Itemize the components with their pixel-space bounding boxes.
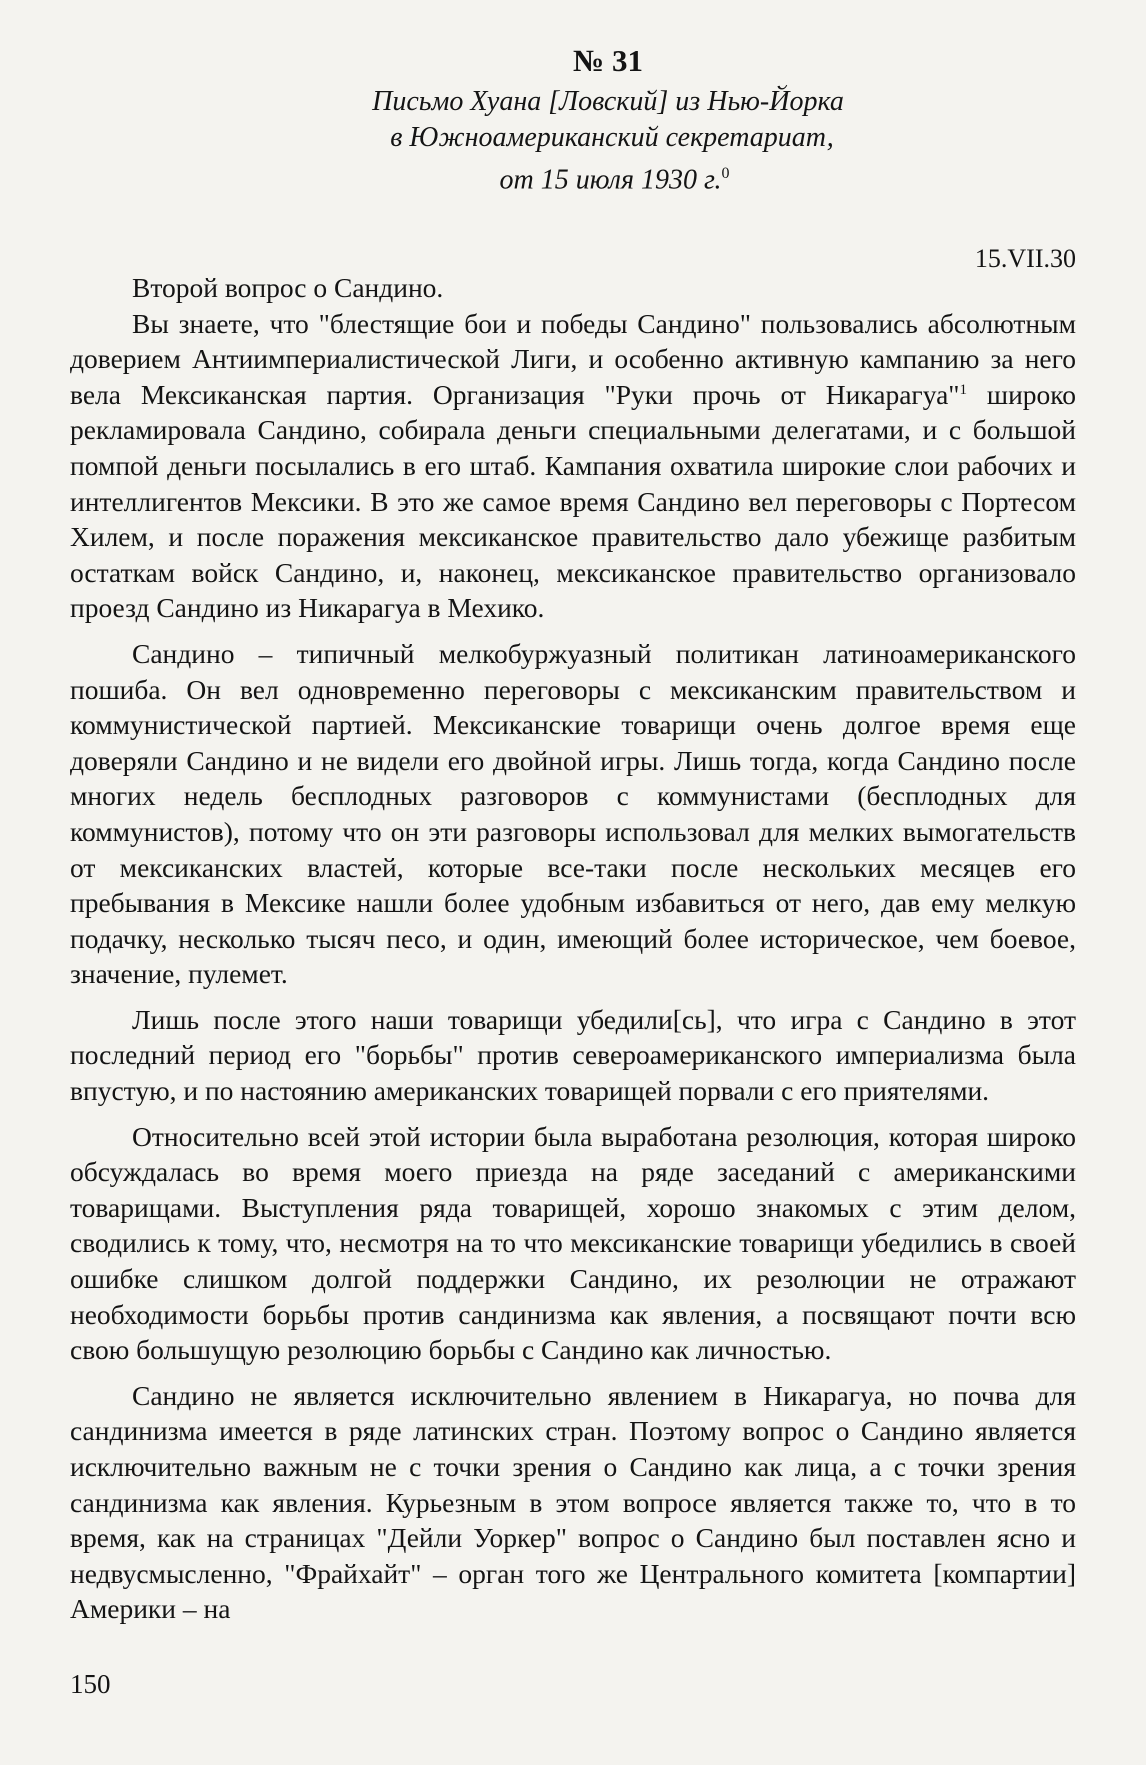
page-number: 150: [70, 1669, 111, 1699]
document-number: № 31: [573, 43, 643, 78]
document-date-heading: от 15 июля 1930 г.: [499, 164, 722, 196]
paragraph-2-part-b: широко рекламировала Сандино, собирала деньги специальными делегатами, и с большой помпой деньги посылались в его штаб. Кампания охватила широкие слои рабочих и интеллигентов Мексики. В это же самое время Сандино вел переговоры с Портесом Хилем, и после поражения мексиканское правительство дало убежище разбитым остаткам войск Сандино, и, наконец, мексиканское правительство организовало проезд Сандино из Никарагуа в Мехико.: [70, 378, 1076, 624]
paragraph-5: Относительно всей этой истории была выработана резолюция, которая широко обсуждалась во время моего приезда на ряде заседаний с американскими товарищами. Выступления ряда товарищей, хорошо знакомых с этим делом, сводились к тому, что, несмотря на то что мексиканские товарищи убедились в своей ошибке слишком долгой поддержки Сандино, их резолюции не отражают необходимости борьбы против сандинизма как явления, а посвящают почти всю свою большущую резолюцию борьбы с Сандино как личностью.: [70, 1120, 1076, 1366]
paragraph-4: Лишь после этого наши товарищи убедили[сь], что игра с Сандино в этот последний период его "борьбы" против североамериканского империализма была впустую, и по настоянию американских товарищей порвали с его приятелями.: [70, 1003, 1076, 1107]
footnote-marker-1: 1: [959, 381, 968, 398]
paragraph-2-part-a: Вы знаете, что "блестящие бои и победы Сандино" пользовались абсолютным доверием Антиимпериалистической Лиги, и особенно активную кампанию за него вела Мексиканская партия. Организация "Руки прочь от Никарагуа": [70, 307, 1076, 410]
letter-date: 15.VII.30: [974, 244, 1076, 273]
title-footnote-marker: 0: [721, 165, 730, 182]
document-title-line-3: [83, 156, 1146, 198]
paragraph-1: Второй вопрос о Сандино.: [132, 272, 444, 303]
document-title-line-1: Письмо Хуана [Ловский] из Нью-Йорка: [372, 86, 844, 117]
paragraph-2: [70, 306, 1076, 626]
paragraph-6: Сандино не является исключительно явлением в Никарагуа, но почва для сандинизма имеется в ряде латинских стран. Поэтому вопрос о Сандино является исключительно важным не с точки зрения о Сандино как лица, а с точки зрения сандинизма как явления. Курьезным в этом вопросе является также то, что в то время, как на страницах "Дейли Уоркер" вопрос о Сандино был поставлен ясно и недвусмысленно, "Фрайхайт" – орган того же Центрального комитета [компартии] Америки – на: [70, 1379, 1076, 1625]
letter-body: [70, 270, 1076, 1627]
document-header: [0, 44, 1146, 198]
document-title-line-2: в Южноамериканский секретариат,: [390, 122, 834, 153]
paragraph-3: Сандино – типичный мелкобуржуазный политикан латиноамериканского пошиба. Он вел одновременно переговоры с мексиканским правительством и коммунистической партией. Мексиканские товарищи очень долгое время еще доверяли Сандино и не видели его двойной игры. Лишь тогда, когда Сандино после многих недель бесплодных разговоров с коммунистами (бесплодных для коммунистов), потому что он эти разговоры использовал для мелких вымогательств от мексиканских властей, которые все-таки после нескольких месяцев его пребывания в Мексике нашли более удобным избавиться от него, дав ему мелкую подачку, несколько тысяч песо, и один, имеющий более историческое, чем боевое, значение, пулемет.: [70, 637, 1076, 990]
